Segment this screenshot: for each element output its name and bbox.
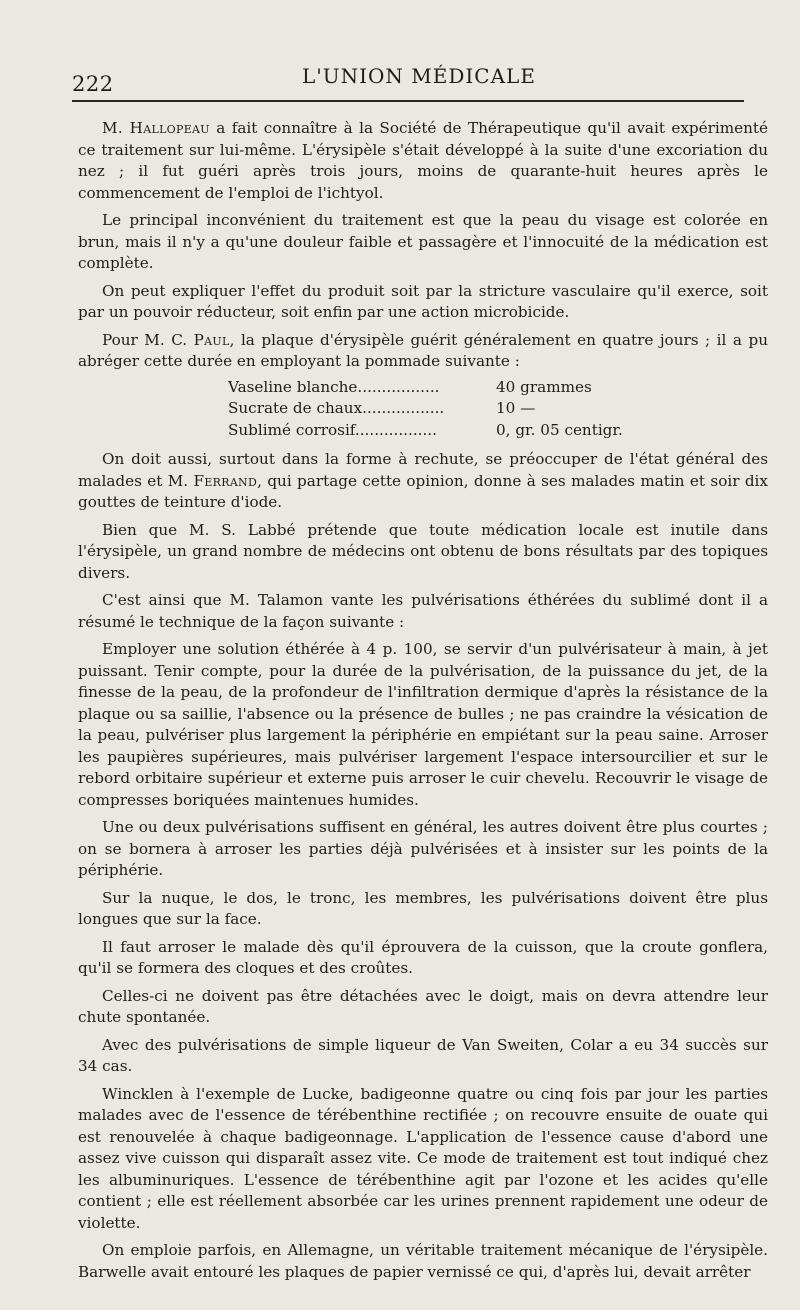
paragraph: Le principal inconvénient du traitement est que la peau du visage est colorée en brun, mais il n'y a qu'une douleur faible et passagère et l'innocuité de la médication est complète. <box>78 211 768 272</box>
page-number: 222 <box>72 72 114 96</box>
ingredient-name: Sublimé corrosif................. <box>228 420 437 439</box>
paragraph: Il faut arroser le malade dès qu'il éprouvera de la cuisson, que la croute gonflera, qu'il se formera des cloques et des croûtes. <box>78 937 768 977</box>
running-title: L'UNION MÉDICALE <box>302 64 536 88</box>
ingredient-name: Sucrate de chaux................. <box>228 399 445 417</box>
author-name: Paul <box>193 330 230 349</box>
paragraph-text: On doit aussi, surtout dans la forme à rechute, se préoccuper de l'état général des malades et M. <box>78 450 768 490</box>
ingredient-quantity: 40 grammes <box>496 377 592 396</box>
paragraph: C'est ainsi que M. Talamon vante les pulvérisations éthérées du sublimé dont il a résumé le technique de la façon suivante : <box>78 591 768 631</box>
paragraph <box>78 330 768 373</box>
formula-row <box>228 398 728 420</box>
author-name: M. Hallopeau <box>102 119 210 137</box>
author-name: Ferrand <box>193 471 258 490</box>
paragraph-text: , qui partage cette opinion, donne à ses malades matin et soir dix gouttes de teinture d'iode. <box>78 471 768 511</box>
paragraph-text: , la plaque d'érysipèle guérit généralement en quatre jours ; il a pu abréger cette durée en employant la pommade suivante : <box>78 330 768 370</box>
paragraph-text: Pour M. C. <box>102 330 194 349</box>
paragraph <box>78 118 768 204</box>
ingredient-quantity: 0, gr. 05 centigr. <box>496 420 623 439</box>
paragraph: Celles-ci ne doivent pas être détachées avec le doigt, mais on devra attendre leur chute spontanée. <box>78 986 768 1026</box>
paragraph: Sur la nuque, le dos, le tronc, les membres, les pulvérisations doivent être plus longues que sur la face. <box>78 888 768 928</box>
paragraph: Avec des pulvérisations de simple liqueur de Van Sweiten, Colar a eu 34 succès sur 34 cas. <box>78 1035 768 1075</box>
paragraph: On emploie parfois, en Allemagne, un véritable traitement mécanique de l'érysipèle. Barwelle avait entouré les plaques de papier vernissé ce qui, d'après lui, devait arrêter <box>78 1241 768 1281</box>
article-body <box>78 118 768 1289</box>
ingredient-quantity: 10 — <box>496 399 536 417</box>
page-header <box>72 62 758 96</box>
paragraph: Bien que M. S. Labbé prétende que toute médication locale est inutile dans l'érysipèle, un grand nombre de médecins ont obtenu de bons résultats par des topiques divers. <box>78 520 768 582</box>
header-rule <box>72 100 744 102</box>
paragraph: Une ou deux pulvérisations suffisent en général, les autres doivent être plus courtes ; on se bornera à arroser les parties déjà pulvérisées et à insister sur les points de la périphérie. <box>78 818 768 879</box>
formula-row <box>228 377 728 399</box>
formula-row <box>228 420 728 442</box>
paragraph <box>78 449 768 514</box>
paragraph: On peut expliquer l'effet du produit soit par la stricture vasculaire qu'il exerce, soit par un pouvoir réducteur, soit enfin par une action microbicide. <box>78 281 768 321</box>
paragraph: Employer une solution éthérée à 4 p. 100, se servir d'un pulvérisateur à main, à jet puissant. Tenir compte, pour la durée de la pulvérisation, de la puissance du jet, de la finesse de la peau, de la profondeur de l'infiltration dermique d'après la résistance de la plaque ou sa saillie, l'absence ou la présence de bulles ; ne pas craindre la vésication de la peau, pulvériser plus largement la périphérie en empiétant sur la peau saine. Arroser les paupières supérieures, mais pulvériser largement l'espace intersourcilier et sur le rebord orbitaire supérieur et externe puis arroser le cuir chevelu. Recouvrir le visage de compresses boriquées maintenues humides. <box>78 640 768 809</box>
paragraph-text: a fait connaître à la Société de Thérapeutique qu'il avait expérimenté ce traitement sur lui-même. L'érysipèle s'était développé à la suite d'une excoriation du nez ; il fut guéri après trois jours, moins de quarante-huit heures après le commencement de l'emploi de l'ichtyol. <box>78 119 768 202</box>
prescription-formula <box>228 377 728 442</box>
ingredient-name: Vaseline blanche................. <box>228 377 440 396</box>
paragraph: Wincklen à l'exemple de Lucke, badigeonne quatre ou cinq fois par jour les parties malades avec de l'essence de térébenthine rectifiée ; on recouvre ensuite de ouate qui est renouvelée à chaque badigeonnage. L'application de l'essence cause d'abord une assez vive cuisson qui disparaît assez vite. Ce mode de traitement est tout indiqué chez les albuminuriques. L'essence de térébenthine agit par l'ozone et les acides qu'elle contient ; elle est réellement absorbée car les urines prennent rapidement une odeur de violette. <box>78 1084 768 1232</box>
